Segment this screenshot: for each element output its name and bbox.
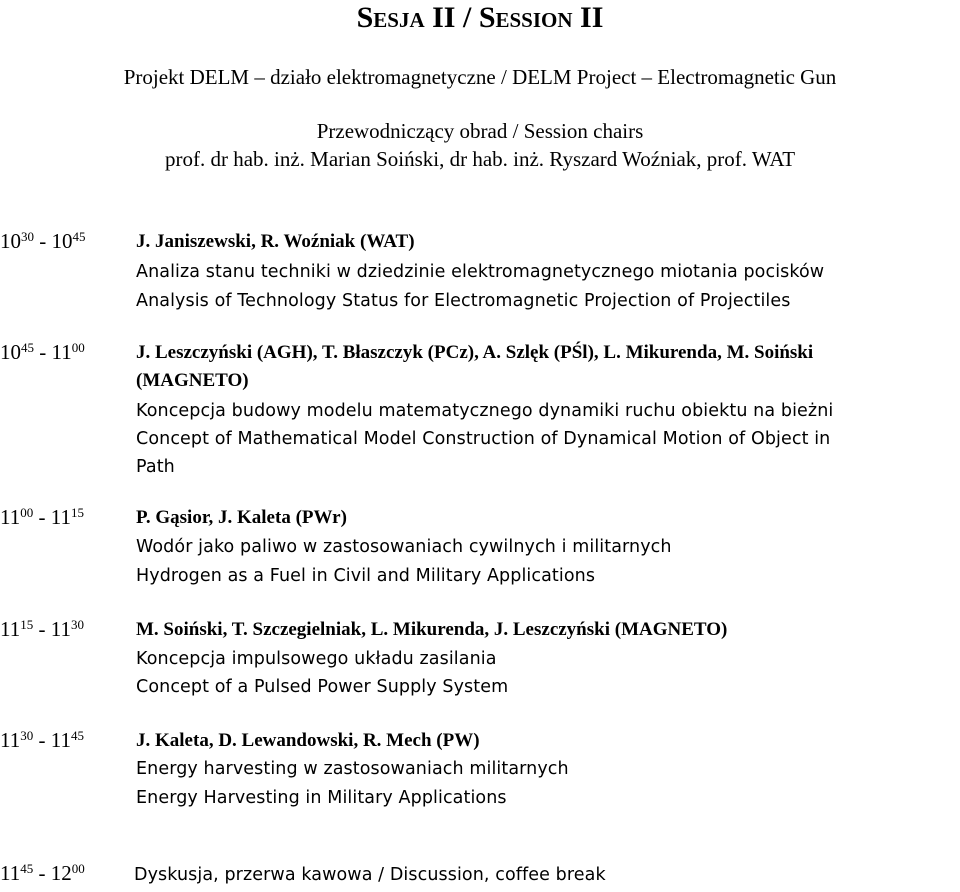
session-2-title-en-cont: Path: [136, 457, 175, 477]
session-4-authors: M. Soiński, T. Szczegielniak, L. Mikurenda, J. Leszczyński (MAGNETO): [136, 619, 728, 640]
session-4-title-pl: Koncepcja impulsowego układu zasilania: [136, 649, 497, 669]
session-title: Sesja II / Session II: [356, 1, 604, 34]
session-1-title-pl: Analiza stanu techniki w dziedzinie elektromagnetycznego miotania pocisków: [136, 262, 825, 282]
time-slot-1: $10^{30} - 10^{45}$: [0, 229, 86, 253]
session-2-title-en: Concept of Mathematical Model Construction of Dynamical Motion of Object in: [136, 429, 831, 449]
chairs-label: Przewodniczący obrad / Session chairs: [316, 119, 644, 143]
session-3-title-en: Hydrogen as a Fuel in Civil and Military Applications: [136, 566, 596, 586]
session-2-title-pl: Koncepcja budowy modelu matematycznego dynamiki ruchu obiektu na bieżni: [136, 401, 834, 421]
time-slot-5: $11^{30} - 11^{45}$: [0, 728, 84, 752]
session-1-authors: J. Janiszewski, R. Woźniak (WAT): [136, 231, 415, 252]
session-2-authors-cont: (MAGNETO): [136, 370, 249, 391]
session-3-title-pl: Wodór jako paliwo w zastosowaniach cywilnych i militarnych: [136, 537, 672, 557]
time-slot-3: $11^{00} - 11^{15}$: [0, 505, 84, 529]
session-5-title-pl: Energy harvesting w zastosowaniach militarnych: [136, 759, 569, 779]
project-title: Projekt DELM – działo elektromagnetyczne / DELM Project – Electromagnetic Gun: [123, 65, 837, 89]
time-slot-4: $11^{15} - 11^{30}$: [0, 617, 84, 641]
time-slot-6: $11^{45} - 12^{00}$: [0, 861, 85, 885]
session-2-authors: J. Leszczyński (AGH), T. Błaszczyk (PCz), A. Szlęk (PŚl), L. Mikurenda, M. Soiński: [136, 342, 814, 363]
chairs-names: prof. dr hab. inż. Marian Soiński, dr hab. inż. Ryszard Woźniak, prof. WAT: [164, 147, 796, 171]
session-5-title-en: Energy Harvesting in Military Applications: [136, 788, 507, 808]
session-1-title-en: Analysis of Technology Status for Electromagnetic Projection of Projectiles: [136, 291, 791, 311]
time-slot-2: $10^{45} - 11^{00}$: [0, 340, 85, 364]
coffee-break-text: Dyskusja, przerwa kawowa / Discussion, coffee break: [134, 865, 606, 885]
session-3-authors: P. Gąsior, J. Kaleta (PWr): [136, 507, 347, 528]
session-4-title-en: Concept of a Pulsed Power Supply System: [136, 677, 509, 697]
session-5-authors: J. Kaleta, D. Lewandowski, R. Mech (PW): [136, 730, 480, 751]
